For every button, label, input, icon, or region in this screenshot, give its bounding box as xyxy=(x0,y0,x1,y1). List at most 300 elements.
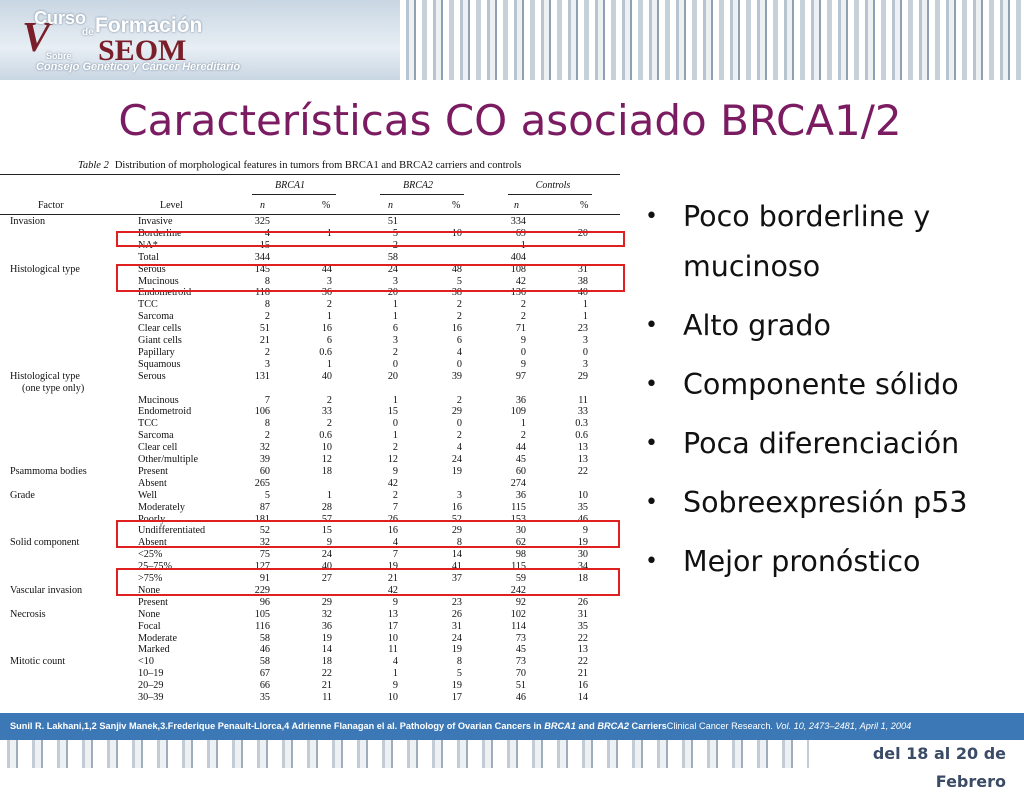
cell-brca1-pct: 1 xyxy=(326,227,332,239)
citation-carriers: Carriers xyxy=(628,721,667,731)
header-stripes xyxy=(400,0,1024,80)
cell-brca2-pct: 16 xyxy=(451,323,462,335)
cell-level: <10 xyxy=(138,656,154,668)
cell-controls-pct: 35 xyxy=(577,501,588,513)
cell-brca2-pct: 37 xyxy=(451,573,462,584)
cell-brca2-n: 9 xyxy=(392,465,398,477)
event-date: del 18 al 20 de Febrero xyxy=(809,740,1024,768)
cell-controls-pct: 16 xyxy=(577,680,588,692)
cell-brca1-pct: 28 xyxy=(321,501,332,513)
cell-brca1-n: 131 xyxy=(254,370,270,382)
citation-journal: Clinical Cancer Research. xyxy=(666,721,776,731)
cell-controls-pct: 19 xyxy=(577,537,588,549)
key-point-text: Sobreexpresión p53 xyxy=(683,486,968,519)
cell-level: Mucinous xyxy=(138,394,179,406)
cell-controls-n: 404 xyxy=(510,251,526,263)
cell-brca1-pct: 32 xyxy=(321,608,332,620)
cell-controls-n: 109 xyxy=(510,406,526,418)
cell-factor: Histological type xyxy=(10,263,80,275)
cell-level: Sarcoma xyxy=(138,430,174,442)
group-header-brca2: BRCA2 xyxy=(403,180,433,191)
bullet-icon: • xyxy=(645,490,658,515)
slide-title-text: Características CO asociado BRCA1/2 xyxy=(118,96,902,145)
cell-brca2-pct: 39 xyxy=(451,370,462,382)
cell-controls-pct: 13 xyxy=(577,644,588,656)
cell-brca2-n: 5 xyxy=(392,227,398,239)
cell-brca1-n: 8 xyxy=(264,418,270,430)
group-rule-brca1 xyxy=(252,194,336,195)
cell-controls-n: 274 xyxy=(510,477,526,489)
cell-controls-pct: 35 xyxy=(577,620,588,632)
cell-brca2-n: 1 xyxy=(392,299,398,311)
cell-brca2-pct: 48 xyxy=(451,263,462,275)
cell-brca1-pct: 11 xyxy=(322,692,332,703)
cell-brca2-n: 13 xyxy=(387,608,398,620)
bullet-icon: • xyxy=(645,549,658,574)
highlight-vascular-invasion xyxy=(116,568,620,596)
cell-brca1-pct: 3 xyxy=(326,275,332,287)
cell-brca2-pct: 24 xyxy=(451,632,462,644)
cell-brca1-pct: 21 xyxy=(321,680,332,692)
citation-volume: Vol. 10, 2473–2481, April 1, 2004 xyxy=(775,721,912,731)
group-header-controls: Controls xyxy=(535,180,571,191)
cell-factor: Psammoma bodies xyxy=(10,465,87,477)
cell-brca2-n: 9 xyxy=(392,680,398,692)
cell-brca1-n: 51 xyxy=(259,323,270,335)
cell-brca1-pct: 44 xyxy=(321,263,332,275)
logo-sobre: Sobre xyxy=(46,51,72,61)
cell-brca1-n: 32 xyxy=(259,442,270,454)
cell-controls-pct: 22 xyxy=(577,632,588,644)
cell-level: Focal xyxy=(138,620,161,632)
cell-brca1-n: 58 xyxy=(259,656,270,668)
table-row xyxy=(0,466,620,478)
header-banner xyxy=(0,0,1024,80)
table-row xyxy=(0,383,620,395)
cell-controls-pct: 20 xyxy=(577,227,588,239)
table-row xyxy=(0,430,620,442)
cell-brca1-n: 229 xyxy=(254,584,270,596)
bullet-icon: • xyxy=(645,204,658,229)
cell-controls-n: 36 xyxy=(515,394,526,406)
table-row xyxy=(0,621,620,633)
col-header-level: Level xyxy=(160,200,183,211)
cell-brca2-n: 24 xyxy=(387,263,398,275)
cell-brca1-pct: 16 xyxy=(321,323,332,335)
cell-brca2-pct: 8 xyxy=(456,537,462,549)
key-point-text: Alto grado xyxy=(683,309,831,342)
cell-brca2-n: 0 xyxy=(392,358,398,370)
key-point-text: Mejor pronóstico xyxy=(683,545,921,578)
table-row xyxy=(0,692,620,704)
cell-brca2-pct: 5 xyxy=(456,275,462,287)
cell-brca2-pct: 6 xyxy=(456,335,462,346)
cell-brca1-n: 105 xyxy=(254,608,270,620)
cell-controls-n: 114 xyxy=(511,620,526,632)
cell-factor: (one type only) xyxy=(22,382,85,394)
table-row xyxy=(0,406,620,418)
cell-brca2-pct: 29 xyxy=(451,406,462,418)
cell-brca2-pct: 2 xyxy=(456,311,462,323)
bullet-icon: • xyxy=(645,372,658,397)
cell-brca2-pct: 17 xyxy=(451,692,462,703)
table-row xyxy=(0,609,620,621)
highlight-solid-component xyxy=(116,520,620,548)
cell-level: Giant cells xyxy=(138,335,182,346)
cell-brca2-n: 1 xyxy=(392,430,398,442)
cell-controls-pct: 38 xyxy=(577,275,588,287)
cell-brca1-n: 106 xyxy=(254,406,270,418)
cell-brca2-n: 2 xyxy=(392,239,398,251)
cell-brca2-pct: 3 xyxy=(456,489,462,501)
cell-level: Poorly xyxy=(138,513,166,525)
table-row xyxy=(0,454,620,466)
table-row xyxy=(0,549,620,561)
cell-brca1-pct: 22 xyxy=(321,668,332,680)
cell-brca1-pct: 9 xyxy=(326,537,332,549)
cell-brca2-n: 10 xyxy=(387,632,398,644)
cell-brca1-n: 325 xyxy=(254,216,270,227)
cell-brca2-pct: 19 xyxy=(451,680,462,692)
cell-controls-pct: 31 xyxy=(577,263,588,275)
cell-brca2-pct: 52 xyxy=(451,513,462,525)
logo-seom: SEOM xyxy=(98,34,187,67)
cell-brca2-pct: 8 xyxy=(456,656,462,668)
cell-controls-pct: 33 xyxy=(577,406,588,418)
key-points-list xyxy=(643,192,1013,596)
cell-brca2-pct: 38 xyxy=(451,287,462,299)
cell-brca2-n: 26 xyxy=(387,513,398,525)
key-point-text: Componente sólido xyxy=(683,368,959,401)
col-header-controls-n: n xyxy=(514,200,519,211)
cell-brca2-pct: 10 xyxy=(451,227,462,239)
cell-brca1-pct: 57 xyxy=(321,513,332,525)
col-header-factor: Factor xyxy=(38,200,64,211)
cell-brca1-pct: 12 xyxy=(321,454,332,465)
cell-controls-pct: 23 xyxy=(577,323,588,335)
cell-level: Borderline xyxy=(138,227,182,239)
cell-brca1-pct: 27 xyxy=(321,573,332,584)
cell-brca2-n: 12 xyxy=(387,454,398,465)
table-caption-text: Distribution of morphological features in tumors from BRCA1 and BRCA2 carriers and controls xyxy=(114,160,522,171)
cell-controls-n: 73 xyxy=(515,632,526,644)
slide-title xyxy=(0,96,1024,145)
cell-controls-pct: 0.6 xyxy=(575,430,588,442)
cell-brca2-n: 9 xyxy=(392,596,398,608)
cell-controls-pct: 14 xyxy=(577,692,588,703)
table-row xyxy=(0,633,620,645)
cell-controls-n: 108 xyxy=(510,263,526,275)
citation-brca1: BRCA1 xyxy=(544,721,576,731)
cell-controls-n: 42 xyxy=(515,275,526,287)
cell-level: Squamous xyxy=(138,358,181,370)
table-caption xyxy=(78,160,521,171)
cell-controls-pct: 40 xyxy=(577,287,588,299)
table-row xyxy=(0,252,620,264)
cell-controls-n: 62 xyxy=(515,537,526,549)
table-row xyxy=(0,323,620,335)
cell-brca1-pct: 1 xyxy=(326,489,332,501)
cell-level: Well xyxy=(138,489,157,501)
cell-level: Moderate xyxy=(138,632,178,644)
cell-brca2-n: 58 xyxy=(387,251,398,263)
key-point xyxy=(643,360,1013,410)
cell-level: Absent xyxy=(138,477,167,489)
group-header-brca1: BRCA1 xyxy=(275,180,305,191)
footer-banner xyxy=(0,740,1024,791)
table-row xyxy=(0,680,620,692)
table-row xyxy=(0,347,620,359)
cell-brca1-pct: 6 xyxy=(326,335,332,346)
cell-controls-n: 0 xyxy=(520,346,526,358)
cell-brca2-n: 3 xyxy=(392,275,398,287)
cell-controls-n: 153 xyxy=(510,513,526,525)
cell-level: Absent xyxy=(138,537,167,549)
bullet-icon: • xyxy=(645,313,658,338)
cell-brca2-n: 6 xyxy=(392,323,398,335)
cell-controls-pct: 26 xyxy=(577,596,588,608)
cell-brca1-n: 7 xyxy=(264,394,270,406)
cell-brca1-n: 21 xyxy=(259,335,270,346)
table-row xyxy=(0,668,620,680)
cell-level: Marked xyxy=(138,644,170,656)
cell-controls-pct: 21 xyxy=(577,668,588,680)
cell-brca1-n: 91 xyxy=(259,573,270,584)
cell-controls-n: 46 xyxy=(515,692,526,703)
cell-controls-n: 30 xyxy=(515,525,526,537)
cell-controls-pct: 46 xyxy=(577,513,588,525)
key-point-text: Poca diferenciación xyxy=(683,427,960,460)
cell-brca2-pct: 2 xyxy=(456,394,462,406)
cell-brca2-pct: 29 xyxy=(451,525,462,537)
cell-factor: Grade xyxy=(10,489,35,501)
cell-brca1-n: 344 xyxy=(254,251,270,263)
cell-brca2-n: 3 xyxy=(392,335,398,346)
cell-brca2-pct: 14 xyxy=(451,549,462,561)
cell-brca1-pct: 0.6 xyxy=(319,346,332,358)
key-point-text: Poco borderline y mucinoso xyxy=(683,200,931,283)
cell-brca1-n: 46 xyxy=(259,644,270,656)
cell-level: None xyxy=(138,584,161,596)
cell-brca1-pct: 24 xyxy=(321,549,332,561)
group-rule-brca2 xyxy=(380,194,464,195)
cell-brca2-pct: 24 xyxy=(451,454,462,465)
cell-brca2-n: 1 xyxy=(392,311,398,323)
cell-brca1-n: 8 xyxy=(264,299,270,311)
cell-brca1-n: 5 xyxy=(264,489,270,501)
cell-brca1-n: 3 xyxy=(264,358,270,370)
cell-level: Other/multiple xyxy=(138,454,198,465)
cell-brca2-n: 17 xyxy=(387,620,398,632)
cell-brca2-pct: 2 xyxy=(456,430,462,442)
col-header-controls-pct: % xyxy=(580,200,589,211)
cell-level: >75% xyxy=(138,573,163,584)
cell-level: None xyxy=(138,608,161,620)
cell-level: 10–19 xyxy=(138,668,164,680)
cell-brca2-pct: 16 xyxy=(451,501,462,513)
logo-roman-numeral: V xyxy=(22,15,47,61)
cell-brca2-n: 7 xyxy=(392,501,398,513)
cell-brca1-pct: 40 xyxy=(321,370,332,382)
cell-brca2-n: 15 xyxy=(387,406,398,418)
cell-brca1-pct: 14 xyxy=(321,644,332,656)
cell-factor: Mitotic count xyxy=(10,656,66,668)
cell-level: Clear cell xyxy=(138,442,178,454)
cell-controls-pct: 13 xyxy=(577,454,588,465)
seom-course-logo xyxy=(0,0,400,80)
cell-level: Undifferentiated xyxy=(138,525,206,537)
cell-level: NA* xyxy=(138,239,158,251)
table-caption-label: Table 2 xyxy=(78,160,109,171)
cell-brca1-n: 75 xyxy=(259,549,270,561)
cell-brca1-pct: 0.6 xyxy=(319,430,332,442)
cell-factor: Histological type xyxy=(10,370,80,382)
cell-brca1-pct: 1 xyxy=(326,311,332,323)
table-row xyxy=(0,644,620,656)
cell-controls-n: 70 xyxy=(515,668,526,680)
cell-brca1-n: 58 xyxy=(259,632,270,644)
cell-controls-pct: 22 xyxy=(577,656,588,668)
cell-controls-n: 45 xyxy=(515,644,526,656)
cell-brca1-pct: 15 xyxy=(321,525,332,537)
cell-controls-n: 334 xyxy=(510,216,526,227)
key-point xyxy=(643,192,1013,292)
cell-brca1-pct: 2 xyxy=(326,299,332,311)
cell-controls-n: 1 xyxy=(520,239,526,251)
cell-brca2-n: 16 xyxy=(387,525,398,537)
cell-brca2-pct: 4 xyxy=(456,442,462,454)
cell-controls-n: 36 xyxy=(515,489,526,501)
highlight-borderline xyxy=(116,231,625,247)
cell-brca1-pct: 36 xyxy=(321,287,332,299)
logo-formacion: Formación xyxy=(95,14,203,37)
cell-level: 20–29 xyxy=(138,680,164,692)
cell-controls-pct: 3 xyxy=(582,358,588,370)
cell-brca2-pct: 5 xyxy=(456,668,462,680)
cell-brca1-n: 8 xyxy=(264,275,270,287)
cell-brca1-n: 32 xyxy=(259,537,270,549)
morphology-table xyxy=(0,156,620,711)
cell-controls-pct: 22 xyxy=(577,465,588,477)
table-row xyxy=(0,490,620,502)
logo-consejo: Consejo Genético y Cáncer Hereditario xyxy=(36,61,241,73)
cell-controls-n: 242 xyxy=(510,584,526,596)
cell-brca2-n: 1 xyxy=(392,394,398,406)
cell-controls-pct: 0 xyxy=(582,346,588,358)
cell-controls-n: 9 xyxy=(520,358,526,370)
cell-controls-n: 2 xyxy=(520,311,526,323)
cell-controls-n: 44 xyxy=(515,442,526,454)
cell-controls-n: 51 xyxy=(515,680,526,692)
cell-controls-pct: 0.3 xyxy=(575,418,588,430)
cell-brca1-n: 265 xyxy=(254,477,270,489)
cell-controls-n: 73 xyxy=(515,656,526,668)
cell-level: Serous xyxy=(138,263,166,275)
cell-level: Serous xyxy=(138,370,166,382)
group-rule-controls xyxy=(508,194,592,195)
cell-brca2-pct: 31 xyxy=(451,620,462,632)
cell-brca2-pct: 4 xyxy=(456,346,462,358)
cell-controls-pct: 1 xyxy=(582,299,588,311)
highlight-serous-mucinous xyxy=(116,264,625,292)
table-row xyxy=(0,442,620,454)
cell-brca1-n: 35 xyxy=(259,692,270,703)
cell-controls-pct: 31 xyxy=(577,608,588,620)
cell-controls-n: 98 xyxy=(515,549,526,561)
cell-controls-pct: 1 xyxy=(582,311,588,323)
cell-controls-pct: 11 xyxy=(578,394,588,406)
cell-level: TCC xyxy=(138,299,158,311)
cell-level: Present xyxy=(138,465,168,477)
table-row xyxy=(0,299,620,311)
cell-brca2-n: 11 xyxy=(388,644,398,656)
cell-factor: Invasion xyxy=(10,216,46,227)
cell-controls-pct: 18 xyxy=(577,573,588,584)
cell-level: <25% xyxy=(138,549,163,561)
col-header-brca2-pct: % xyxy=(452,200,461,211)
col-header-brca1-n: n xyxy=(260,200,265,211)
cell-controls-n: 45 xyxy=(515,454,526,465)
cell-brca2-pct: 19 xyxy=(451,465,462,477)
cell-brca1-n: 60 xyxy=(259,465,270,477)
cell-controls-n: 92 xyxy=(515,596,526,608)
cell-level: Invasive xyxy=(138,216,173,227)
col-header-brca1-pct: % xyxy=(322,200,331,211)
table-row xyxy=(0,371,620,383)
cell-brca1-n: 15 xyxy=(259,239,270,251)
cell-factor: Solid component xyxy=(10,537,80,549)
cell-brca2-n: 4 xyxy=(392,656,398,668)
cell-controls-n: 71 xyxy=(515,323,526,335)
citation-and: and xyxy=(575,721,598,731)
logo-curso: Curso xyxy=(34,8,87,28)
key-point xyxy=(643,537,1013,587)
cell-brca2-pct: 19 xyxy=(451,644,462,656)
cell-controls-n: 9 xyxy=(520,335,526,346)
cell-brca1-n: 67 xyxy=(259,668,270,680)
cell-brca2-pct: 41 xyxy=(451,561,462,573)
cell-brca1-n: 181 xyxy=(254,513,270,525)
table-row xyxy=(0,335,620,347)
logo-de: de xyxy=(82,27,94,38)
cell-factor: Necrosis xyxy=(10,608,46,620)
cell-brca2-pct: 23 xyxy=(451,596,462,608)
cell-brca1-pct: 40 xyxy=(321,561,332,573)
table-row xyxy=(0,418,620,430)
cell-brca2-n: 2 xyxy=(392,489,398,501)
cell-brca2-n: 20 xyxy=(387,370,398,382)
cell-brca2-pct: 0 xyxy=(456,358,462,370)
cell-brca2-n: 51 xyxy=(387,216,398,227)
col-header-brca2-n: n xyxy=(388,200,393,211)
cell-controls-n: 115 xyxy=(511,561,526,573)
cell-brca1-n: 2 xyxy=(264,346,270,358)
cell-level: Clear cells xyxy=(138,323,182,335)
cell-controls-n: 60 xyxy=(515,465,526,477)
cell-brca1-pct: 29 xyxy=(321,596,332,608)
cell-level: Papillary xyxy=(138,346,175,358)
cell-controls-pct: 3 xyxy=(582,335,588,346)
cell-brca2-n: 10 xyxy=(387,692,398,703)
cell-controls-pct: 13 xyxy=(577,442,588,454)
cell-level: Total xyxy=(138,251,159,263)
cell-level: 25–75% xyxy=(138,561,172,573)
cell-brca1-n: 2 xyxy=(264,311,270,323)
cell-brca1-n: 4 xyxy=(264,227,270,239)
cell-brca2-pct: 26 xyxy=(451,608,462,620)
cell-brca2-n: 1 xyxy=(392,668,398,680)
cell-level: Endometroid xyxy=(138,406,192,418)
